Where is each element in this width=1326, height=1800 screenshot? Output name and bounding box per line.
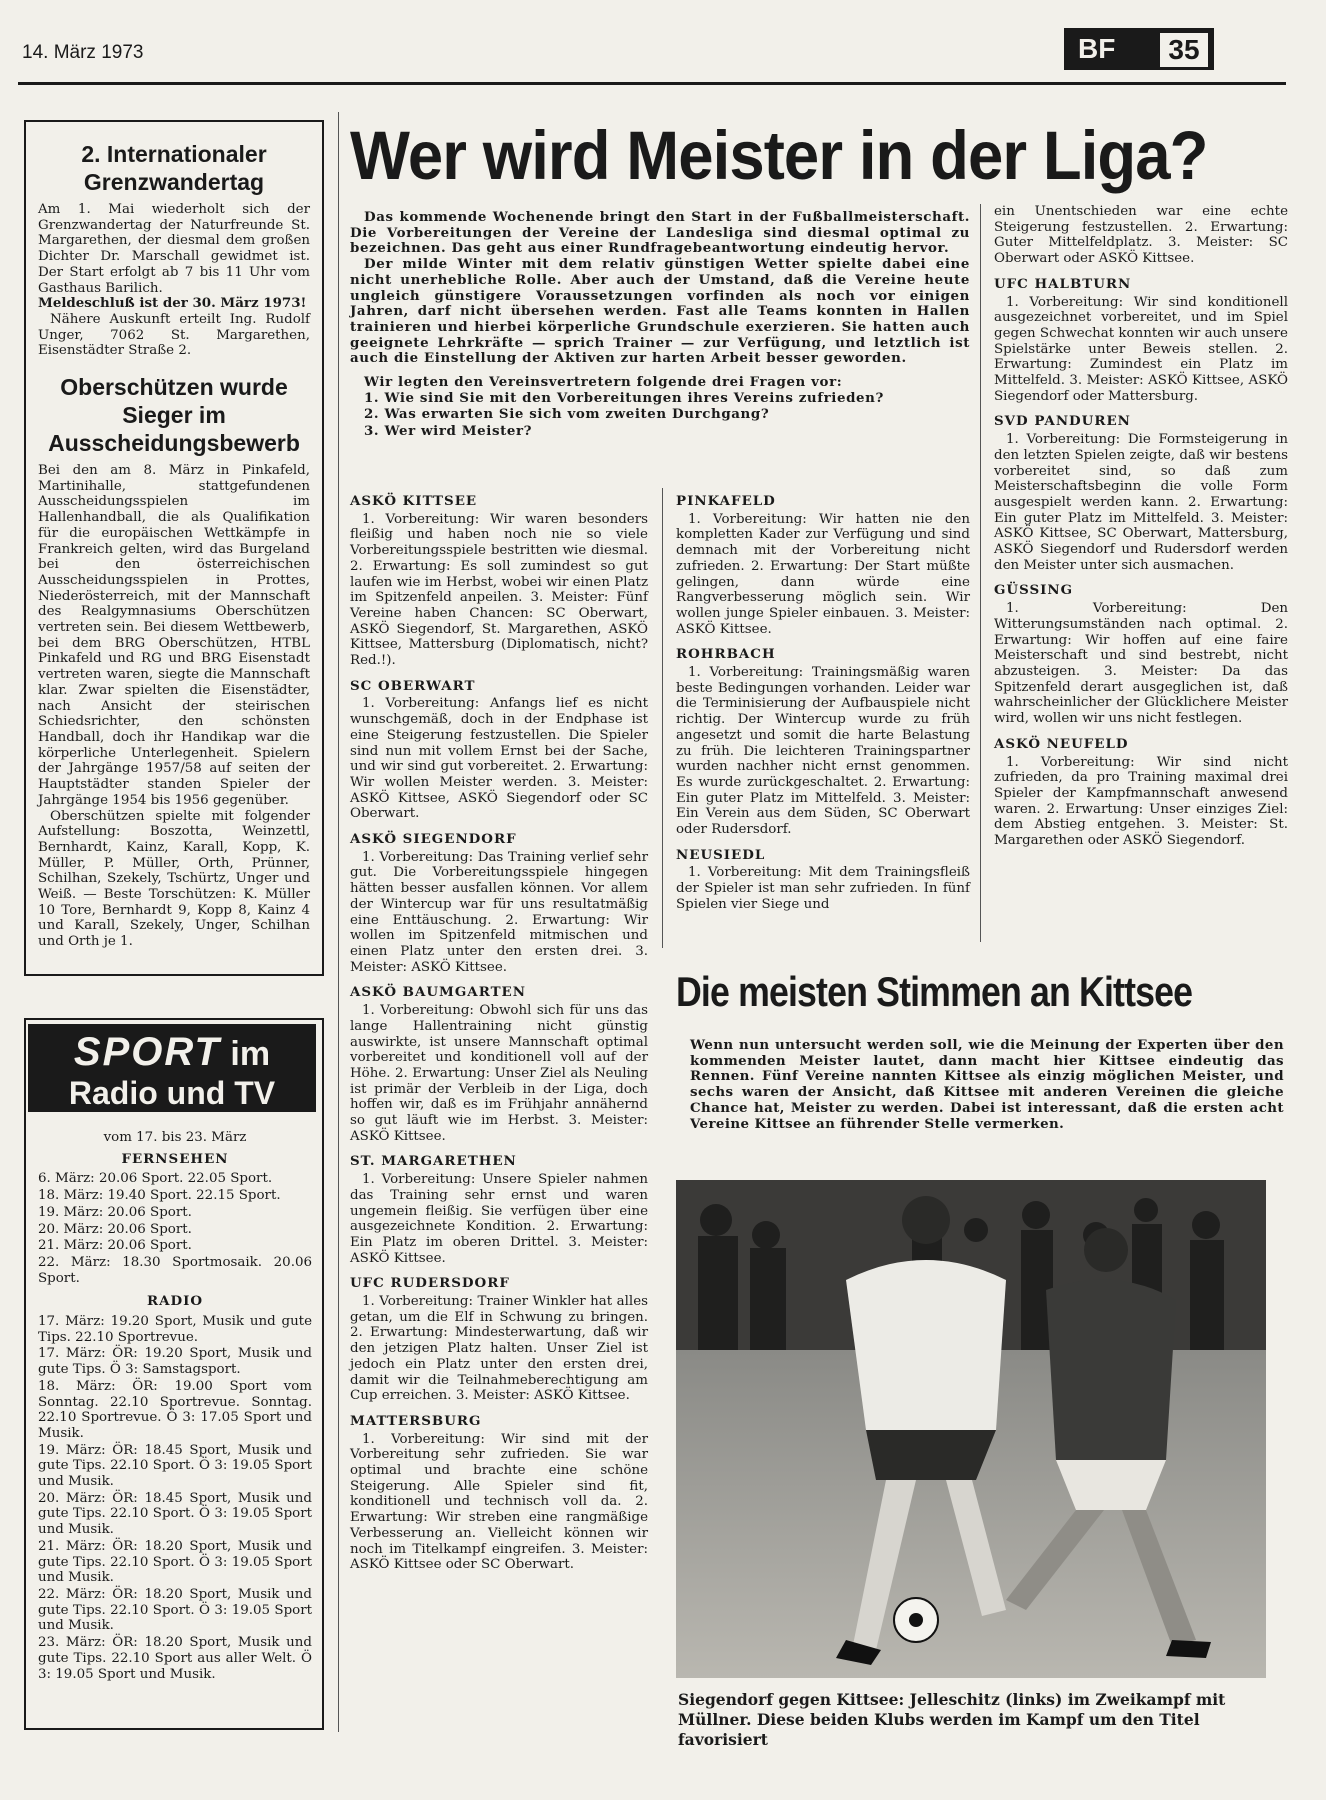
club-answer: 1. Vorbereitung: Obwohl sich für uns das lange Hallentraining nicht günstig auswirkte, ist unsere Mannschaft optimal vorbereitet und konditionell voll auf der Höhe. 2. Erwartung: Unser Ziel als Neuling ist primär der Verbleib in der Liga, doch hoffen wir, daß es im Frühjahr annähernd so gut läuft wie im Herbst. 3. Meister: ASKÖ Kittsee.	[350, 1003, 648, 1144]
banner-word: SPORT	[73, 1030, 221, 1074]
radio-listing: 17. März: ÖR: 19.20 Sport, Musik und gute Tips. Ö 3: Samstagsport.	[38, 1346, 312, 1378]
schedule-range: vom 17. bis 23. März	[103, 1130, 247, 1145]
club-heading: GÜSSING	[994, 582, 1074, 599]
radio-heading: RADIO	[146, 1293, 204, 1310]
broadcast-schedule	[38, 1130, 312, 1683]
sidebar-news-box	[24, 120, 324, 976]
club-answer: 1. Vorbereitung: Trainer Winkler hat alles getan, um die Elf in Schwung zu bringen. 2. Erwartung: Mindesterwartung, daß wir den jetzigen Platz halten. Unser Ziel ist jedoch ein Platz unter den ersten drei, damit wir die Teilnahmeberechtigung am Cup erreichen. 3. Meister: ASKÖ Kittsee.	[350, 1294, 648, 1404]
tv-listing: 19. März: 20.06 Sport.	[38, 1204, 192, 1220]
article1-text: Am 1. Mai wiederholt sich der Grenzwandertag der Naturfreunde St. Margarethen, der diesmal dem großen Dichter Dr. Marschall gewidmet ist. Der Start erfolgt ab 7 bis 11 Uhr vom Gasthaus Barilich.	[38, 202, 310, 296]
club-column-b	[676, 484, 970, 913]
section-brand: BF	[1078, 33, 1116, 64]
banner-rest: im	[230, 1035, 271, 1073]
club-heading: UFC RUDERSDORF	[350, 1275, 510, 1292]
sub-article-text: Wenn nun untersucht werden soll, wie die Meinung der Experten über den kommenden Meister lautet, dann macht hier Kittsee eindeutig das Rennen. Fünf Vereine nannten Kittsee als einzig möglichen Meister, und sechs waren der Ansicht, daß Kittsee mit anderen Vereinen die gleiche Chance hat, Meister zu werden. Dabei ist interessant, daß die ersten acht Vereine Kittsee an führender Stelle vermerken.	[690, 1037, 1284, 1132]
club-heading: ASKÖ SIEGENDORF	[350, 831, 517, 848]
tv-listing: 18. März: 19.40 Sport. 22.15 Sport.	[38, 1188, 281, 1204]
club-answer: 1. Vorbereitung: Anfangs lief es nicht wunschgemäß, doch in der Endphase ist eine Steigerung festzustellen. Die Spieler sind nun mit vollem Ernst bei der Sache, und wir sind gut vorbereitet. 2. Erwartung: Wir wollen Meister werden. 3. Meister: ASKÖ Kittsee, ASKÖ Siegendorf oder SC Oberwart.	[350, 696, 648, 822]
club-heading: PINKAFELD	[676, 493, 776, 509]
article1-contact: Nähere Auskunft erteilt Ing. Rudolf Unger, 7062 St. Margarethen, Eisenstädter Straße 2.	[38, 311, 310, 359]
ball	[894, 1598, 938, 1642]
page-number: 35	[1158, 31, 1210, 69]
intro-paragraph-1: Das kommende Wochenende bringt den Start in der Fußballmeisterschaft. Die Vorbereitungen der Vereine der Landesliga sind diesmal optimal zu bezeichnen. Das geht aus einer Rundfragebeantwortung eindeutig hervor.	[350, 209, 970, 257]
club-heading: MATTERSBURG	[350, 1412, 482, 1429]
questions-list	[350, 391, 970, 440]
football-photo-drawing	[676, 1180, 1266, 1678]
radio-listing: 23. März: ÖR: 18.20 Sport, Musik und gute Tips. 22.10 Sport aus aller Welt. Ö 3: 19.05 Sport und Musik.	[38, 1635, 312, 1682]
club-answer: 1. Vorbereitung: Die Formsteigerung in den letzten Spielen zeigte, daß wir bestens vorbereitet sind, so daß zum Meisterschaftsbeginn die volle Form ausgespielt werden kann. 2. Erwartung: Ein guter Platz im Mittelfeld. 3. Meister: ASKÖ Kittsee, SC Oberwart, Mattersburg, ASKÖ Siegendorf und Rudersdorf werden den Meister unter sich ausmachen.	[994, 432, 1288, 573]
club-answer: 1. Vorbereitung: Das Training verlief sehr gut. Die Vorbereitungsspiele hingegen hätten besser ausfallen können. Vor allem der Wintercup war für uns resultatmäßig eine Enttäuschung. 2. Erwartung: Wir wollen im Spitzenfeld mitmischen und einen Platz unter den ersten drei. 3. Meister: ASKÖ Kittsee.	[350, 849, 648, 975]
article2-title: Oberschützen wurde Sieger im Ausscheidungsbewerb	[48, 374, 300, 457]
club-answer: 1. Vorbereitung: Wir waren besonders fleißig und haben noch nie so viele Vorbereitungsspiele bestritten wie diesmal. 2. Erwartung: Es soll zumindest so gut laufen wie im Herbst, wobei wir einen Platz im Spitzenfeld anpeilen. 3. Meister: Fünf Vereine haben Chancen: SC Oberwart, ASKÖ Siegendorf, St. Margarethen, ASKÖ Kittsee, Mattersburg (Diplomatisch, nicht? Red.!).	[350, 511, 648, 669]
club-answer: 1. Vorbereitung: Trainingsmäßig waren beste Bedingungen vorhanden. Leider war die Terminisierung der Aufbauspiele nicht richtig. Der Wintercup wurde zu früh angesetzt und somit die harte Belastung zu früh. Die leichteren Trainingspartner wurden nachher nicht ernst genommen. Es wurde zurückgeschaltet. 2. Erwartung: Ein guter Platz im Mittelfeld. 3. Meister: Ein Verein aus dem Süden, SC Oberwart oder Rudersdorf.	[676, 665, 970, 838]
section-badge	[1064, 28, 1214, 70]
radio-listing: 19. März: ÖR: 18.45 Sport, Musik und gute Tips. 22.10 Sport. Ö 3: 19.05 Sport und Musik.	[38, 1442, 312, 1490]
club-answer: 1. Vorbereitung: Unsere Spieler nahmen das Training sehr ernst und waren ungemein fleißig. Sie verfügen über eine ausgezeichnete Kondition. 2. Erwartung: Ein Platz im oberen Drittel. 3. Meister: ASKÖ Kittsee.	[350, 1172, 648, 1266]
column-rule-3	[980, 204, 981, 942]
club-answer: 1. Vorbereitung: Mit dem Trainingsfleiß der Spieler ist man sehr zufrieden. In fünf Spielen vier Siege und	[676, 865, 970, 912]
tv-heading: FERNSEHEN	[121, 1150, 229, 1167]
article2-text: Bei den am 8. März in Pinkafeld, Martinihalle, stattgefundenen Ausscheidungsspielen im Hallenhandball, die als Qualifikation für die europäischen Wettkämpfe in Frankreich gelten, wird das Burgeland bei den österreichischen Ausscheidungsspielen in Prottes, Niederösterreich, mit der Mannschaft des Realgymnasiums Oberschützen vertreten sein. Bei diesem Wettbewerb, bei dem BRG Oberschützen, HTBL Pinkafeld und RG und BRG Eisenstadt vertreten waren, siegte die Mannschaft klar. Zwar spielten die Eisenstädter, nach Ansicht der steirischen Schiedsrichter, den schönsten Handball, doch ihr Handikap war die körperliche Unterlegenheit. Spielern der Jahrgänge 1957/58 auf seiten der Hauptstädter standen Spieler der Jahrgänge 1954 bis 1956 gegenüber.	[38, 463, 310, 808]
col-c-lead: ein Unentschieden war eine echte Steigerung festzustellen. 2. Erwartung: Guter Mittelfeldplatz. 3. Meister: SC Oberwart oder ASKÖ Kittsee.	[994, 204, 1288, 267]
club-heading: NEUSIEDL	[676, 846, 766, 863]
header-rule	[18, 82, 1286, 85]
club-heading: ST. MARGARETHEN	[350, 1153, 517, 1170]
club-heading: SVD PANDUREN	[994, 413, 1131, 430]
football-photo	[676, 1180, 1266, 1678]
questions-intro: Wir legten den Vereinsvertretern folgende drei Fragen vor:	[364, 374, 843, 391]
radio-listing: 17. März: 19.20 Sport, Musik und gute Tips. 22.10 Sportrevue.	[38, 1314, 312, 1345]
photo-caption: Siegendorf gegen Kittsee: Jelleschitz (links) im Zweikampf mit Müllner. Diese beiden Klubs werden im Kampf um den Titel favorisiert	[678, 1690, 1226, 1749]
column-rule-2	[662, 488, 663, 948]
club-heading: ASKÖ KITTSEE	[350, 493, 478, 509]
col-c-clubs	[994, 277, 1288, 849]
article2-lineup: Oberschützen spielte mit folgender Aufstellung: Boszotta, Weinzettl, Bernhardt, Kainz, Karall, Kopp, K. Müller, P. Müller, Orth, Prünner, Schilhan, Szekely, Tschürtz, Unger und Weiß. — Beste Torschützen: K. Müller 10 Tore, Bernhardt 9, Kopp 8, Kainz 4 und Karall, Szekely, Unger, Schilhan und Orth je 1.	[38, 808, 310, 950]
club-answer: 1. Vorbereitung: Den Witterungsumständen nach optimal. 2. Erwartung: Wir hoffen auf eine faire Meisterschaft und sind bestrebt, nicht abzusteigen. 3. Meister: Da das Spitzenfeld derart ausgeglichen ist, daß wahrscheinlicher der Glücklichere Meister wird, wollen wir uns nicht festlegen.	[994, 601, 1288, 727]
tv-list	[38, 1171, 312, 1286]
article1-title: 2. Internationaler Grenzwandertag	[81, 141, 267, 195]
sub-headline: Die meisten Stimmen an Kittsee	[676, 968, 1193, 1015]
club-answer: 1. Vorbereitung: Wir sind konditionell ausgezeichnet vorbereitet, und im Spiel gegen Schwechat konnten wir auch unsere Spielstärke unter Beweis stellen. 2. Erwartung: Zumindest ein Platz im Mittelfeld. 3. Meister: ASKÖ Kittsee, ASKÖ Siegendorf oder Mattersburg.	[994, 294, 1288, 404]
club-answer: 1. Vorbereitung: Wir sind mit der Vorbereitung sehr zufrieden. Sie war optimal und brachte eine schöne Steigerung. Alle Spieler sind fit, konditionell und technisch voll da. 2. Erwartung: Wir streben eine rangmäßige Verbesserung an. Vielleicht können wir noch im Titelkampf eingreifen. 3. Meister: ASKÖ Kittsee oder SC Oberwart.	[350, 1431, 648, 1573]
club-heading: SC OBERWART	[350, 677, 476, 694]
club-heading: ROHRBACH	[676, 646, 776, 663]
club-heading: ASKÖ BAUMGARTEN	[350, 984, 527, 1001]
club-heading: ASKÖ NEUFELD	[994, 735, 1129, 752]
article1-deadline: Meldeschluß ist der 30. März 1973!	[38, 295, 307, 312]
tv-listing: 21. März: 20.06 Sport.	[38, 1238, 192, 1254]
radio-listing: 22. März: ÖR: 18.20 Sport, Musik und gute Tips. 22.10 Sport. Ö 3: 19.05 Sport und Musik.	[38, 1586, 312, 1634]
radio-list	[38, 1314, 312, 1682]
radio-listing: 20. März: ÖR: 18.45 Sport, Musik und gute Tips. 22.10 Sport. Ö 3: 19.05 Sport und Musik.	[38, 1490, 312, 1538]
radio-listing: 21. März: ÖR: 18.20 Sport, Musik und gute Tips. 22.10 Sport. Ö 3: 19.05 Sport und Musik.	[38, 1538, 312, 1586]
tv-listing: 20. März: 20.06 Sport.	[38, 1221, 192, 1237]
club-answer: 1. Vorbereitung: Wir hatten nie den kompletten Kader zur Verfügung und sind demnach mit der Vorbereitung nicht zufrieden. 2. Erwartung: Der Start müßte gelingen, dann würde eine Rangverbesserung möglich sein. Wir wollen junge Spieler einbauen. 3. Meister: ASKÖ Kittsee.	[676, 511, 970, 637]
main-headline: Wer wird Meister in der Liga?	[350, 117, 1208, 194]
question-item: 1. Wie sind Sie mit den Vorbereitungen ihres Vereins zufrieden?	[364, 389, 884, 406]
radio-listing: 18. März: ÖR: 19.00 Sport vom Sonntag. 22.10 Sportrevue. Sonntag. 22.10 Sportrevue. Ö 3: 17.05 Sport und Musik.	[38, 1378, 312, 1441]
column-rule-1	[338, 112, 339, 1732]
issue-date: 14. März 1973	[22, 42, 144, 63]
club-answer: 1. Vorbereitung: Wir sind nicht zufrieden, da pro Training maximal drei Spieler der Kampfmannschaft anwesend waren. 2. Erwartung: Unser einziges Ziel: dem Abstieg entgehen. 3. Meister: St. Margarethen oder ASKÖ Siegendorf.	[994, 754, 1288, 849]
club-heading: UFC HALBTURN	[994, 275, 1132, 292]
banner-line2: Radio und TV	[68, 1075, 276, 1111]
sport-radio-tv-banner	[28, 1024, 316, 1112]
question-item: 3. Wer wird Meister?	[364, 423, 533, 440]
intro-paragraph-2: Der milde Winter mit dem relativ günstigen Wetter spielte dabei eine nicht unerhebliche Rolle. Aber auch der Umstand, daß die Vereine heute ungleich günstigere Voraussetzungen vorfinden als noch vor einigen Jahren, darf nicht übersehen werden. Fast alle Teams konnten in Hallen trainieren und hierbei körperliche Grundschule exerzieren. Sie hatten auch geeignete Lehrkräfte — sprich Trainer — zur Verfügung, und letztlich ist auch die Einstellung der Aktiven zur harten Arbeit besser geworden.	[350, 256, 970, 367]
question-item: 2. Was erwarten Sie sich vom zweiten Durchgang?	[364, 406, 770, 423]
club-column-c	[994, 204, 1288, 849]
tv-listing: 6. März: 20.06 Sport. 22.05 Sport.	[38, 1171, 273, 1187]
club-column-a	[350, 484, 648, 1573]
tv-listing: 22. März: 18.30 Sportmosaik. 20.06 Sport.	[38, 1254, 312, 1286]
main-intro	[350, 210, 970, 441]
